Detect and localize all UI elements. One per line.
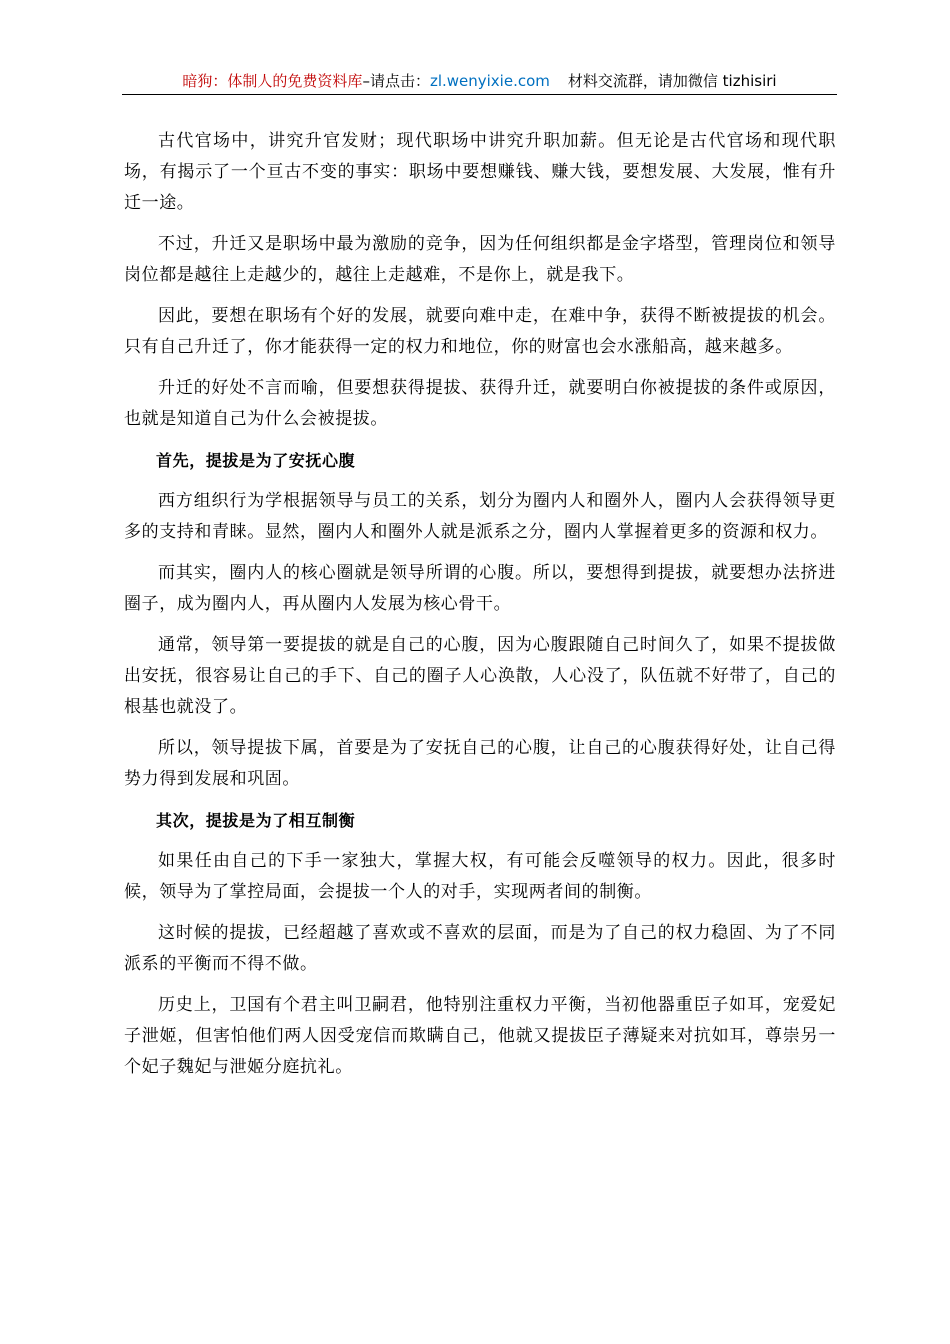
paragraph: 而其实，圈内人的核心圈就是领导所谓的心腹。所以，要想得到提拔，就要想办法挤进圈子，成为圈内人，再从圈内人发展为核心骨干。 [124, 563, 836, 614]
document-body [124, 126, 836, 1093]
paragraph: 升迁的好处不言而喻，但要想获得提拔、获得升迁，就要明白你被提拔的条件或原因，也就是知道自己为什么会被提拔。 [124, 378, 836, 429]
header-contact: 材料交流群，请加微信 tizhisiri [567, 72, 777, 90]
section-heading: 首先，提拔是为了安抚心腹 [156, 451, 356, 470]
header-url-link[interactable]: zl.wenyixie.com [429, 72, 550, 90]
paragraph: 这时候的提拔，已经超越了喜欢或不喜欢的层面，而是为了自己的权力稳固、为了不同派系的平衡而不得不做。 [124, 923, 836, 974]
page-header [122, 70, 837, 95]
paragraph: 因此，要想在职场有个好的发展，就要向难中走，在难中争，获得不断被提拔的机会。只有自己升迁了，你才能获得一定的权力和地位，你的财富也会水涨船高，越来越多。 [124, 306, 836, 357]
paragraph: 西方组织行为学根据领导与员工的关系，划分为圈内人和圈外人，圈内人会获得领导更多的支持和青睐。显然，圈内人和圈外人就是派系之分，圈内人掌握着更多的资源和权力。 [124, 491, 836, 542]
header-brand: 暗狗：体制人的免费资料库 [182, 72, 363, 90]
paragraph: 不过，升迁又是职场中最为激励的竞争，因为任何组织都是金字塔型，管理岗位和领导岗位都是越往上走越少的，越往上走越难，不是你上，就是我下。 [124, 234, 836, 285]
paragraph: 历史上，卫国有个君主叫卫嗣君，他特别注重权力平衡，当初他器重臣子如耳，宠爱妃子泄姬，但害怕他们两人因受宠信而欺瞒自己，他就又提拔臣子薄疑来对抗如耳，尊崇另一个妃子魏妃与泄姬分庭抗礼。 [124, 995, 836, 1077]
paragraph: 古代官场中，讲究升官发财；现代职场中讲究升职加薪。但无论是古代官场和现代职场，有揭示了一个亘古不变的事实：职场中要想赚钱、赚大钱，要想发展、大发展，惟有升迁一途。 [124, 131, 836, 213]
section-heading: 其次，提拔是为了相互制衡 [156, 811, 356, 830]
header-separator: –请点击： [362, 72, 430, 90]
paragraph: 通常，领导第一要提拔的就是自己的心腹，因为心腹跟随自己时间久了，如果不提拔做出安抚，很容易让自己的手下、自己的圈子人心涣散，人心没了，队伍就不好带了，自己的根基也就没了。 [124, 635, 836, 717]
paragraph: 所以，领导提拔下属，首要是为了安抚自己的心腹，让自己的心腹获得好处，让自己得势力得到发展和巩固。 [124, 738, 836, 789]
paragraph: 如果任由自己的下手一家独大，掌握大权，有可能会反噬领导的权力。因此，很多时候，领导为了掌控局面，会提拔一个人的对手，实现两者间的制衡。 [124, 851, 836, 902]
